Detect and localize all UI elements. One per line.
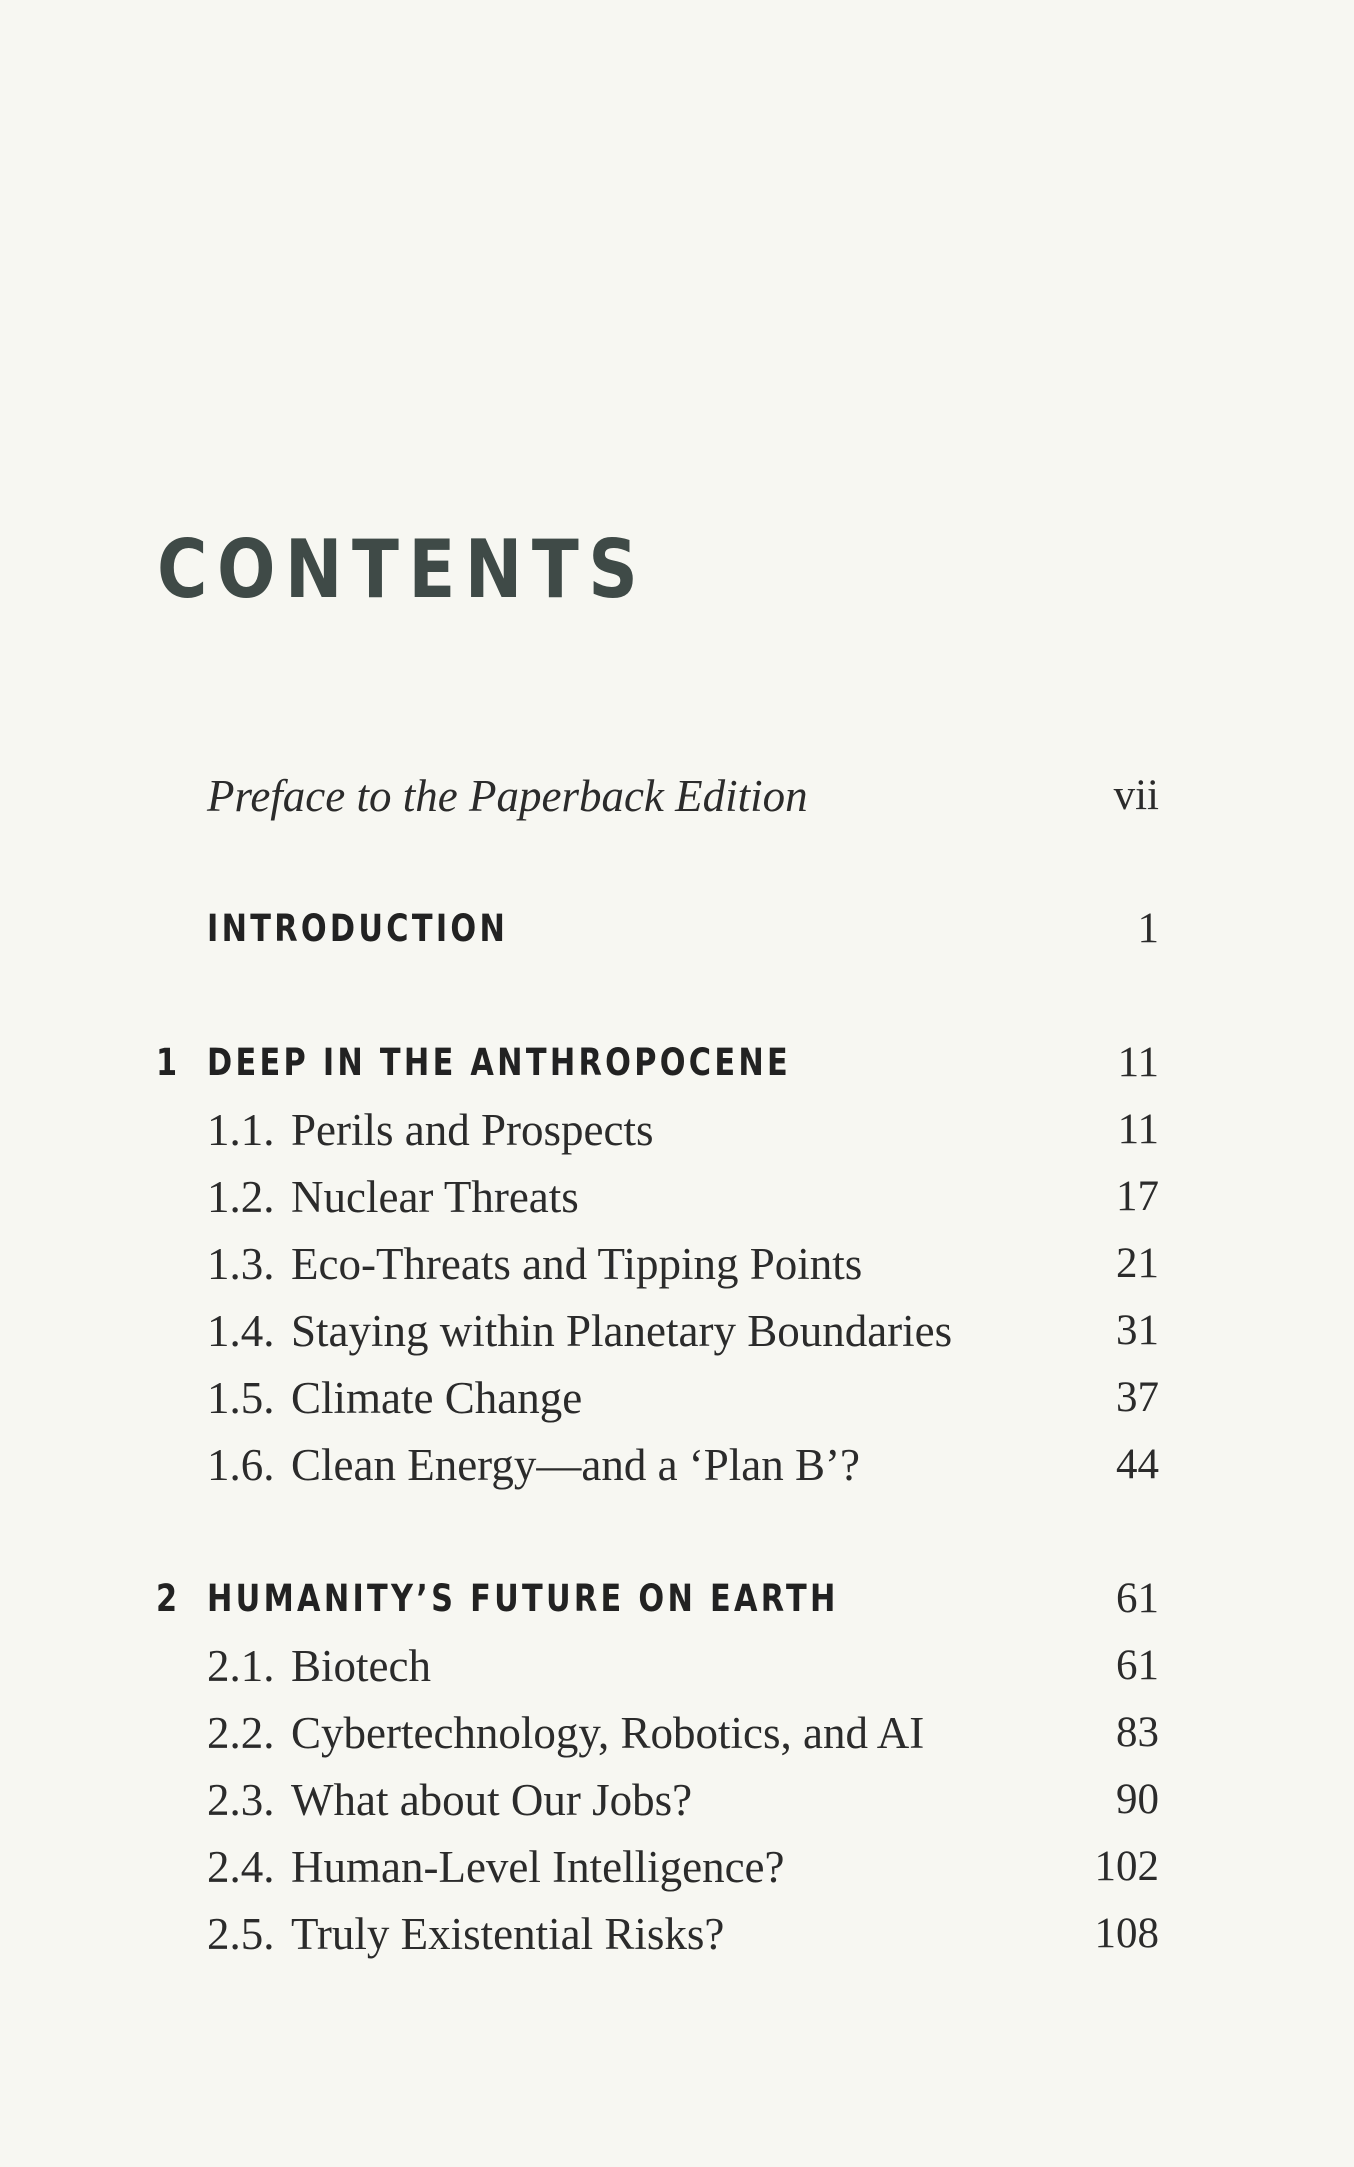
toc-entry-preface[interactable] <box>0 766 1354 826</box>
toc-page-number: 61 <box>1116 1575 1159 1622</box>
chapter-number: 1 <box>156 1041 178 1084</box>
toc-page-number: 1 <box>1137 905 1159 952</box>
section-label <box>207 1100 653 1160</box>
section-number: 1.3. <box>207 1239 275 1289</box>
toc-section[interactable] <box>0 1234 1354 1294</box>
section-label <box>207 1301 952 1361</box>
toc-page-number: 11 <box>1117 1039 1159 1086</box>
section-title: Truly Existential Risks? <box>291 1909 725 1959</box>
toc-page-number: 83 <box>1116 1709 1159 1756</box>
section-label <box>207 1435 860 1495</box>
toc-page-number: 44 <box>1116 1441 1159 1488</box>
section-label <box>207 1837 785 1897</box>
section-number: 1.6. <box>207 1440 275 1490</box>
toc-page-number: 102 <box>1094 1843 1159 1890</box>
toc-section[interactable] <box>0 1770 1354 1830</box>
section-title: Cybertechnology, Robotics, and AI <box>291 1708 925 1758</box>
section-title: Climate Change <box>291 1373 583 1423</box>
section-label <box>207 1904 724 1964</box>
section-label <box>207 1636 431 1696</box>
toc-page-number: 37 <box>1116 1374 1159 1421</box>
section-label <box>207 1703 924 1763</box>
toc-section[interactable] <box>0 1100 1354 1160</box>
toc-section[interactable] <box>0 1904 1354 1964</box>
section-title: Perils and Prospects <box>291 1105 654 1155</box>
toc-section[interactable] <box>0 1837 1354 1897</box>
section-number: 2.2. <box>207 1708 275 1758</box>
toc-entry-label: Preface to the Paperback Edition <box>207 771 808 821</box>
page-title: CONTENTS <box>157 523 648 616</box>
chapter-title: HUMANITY’S FUTURE ON EARTH <box>207 1577 839 1620</box>
section-title: Human-Level Intelligence? <box>291 1842 785 1892</box>
toc-section[interactable] <box>0 1368 1354 1428</box>
section-label <box>207 1770 692 1830</box>
section-label <box>207 1167 579 1227</box>
toc-page-number: 21 <box>1116 1240 1159 1287</box>
toc-page-number: 61 <box>1116 1642 1159 1689</box>
section-number: 1.4. <box>207 1306 275 1356</box>
toc-page-number: 31 <box>1116 1307 1159 1354</box>
toc-page-number: vii <box>1113 772 1159 819</box>
toc-section[interactable] <box>0 1435 1354 1495</box>
section-title: Clean Energy—and a ‘Plan B’? <box>291 1440 861 1490</box>
toc-section[interactable] <box>0 1301 1354 1361</box>
toc-page-number: 90 <box>1116 1776 1159 1823</box>
section-title: Staying within Planetary Boundaries <box>291 1306 953 1356</box>
section-title: Nuclear Threats <box>291 1172 579 1222</box>
section-number: 2.4. <box>207 1842 275 1892</box>
toc-page-number: 17 <box>1116 1173 1159 1220</box>
toc-page-number: 11 <box>1117 1106 1159 1153</box>
toc-section[interactable] <box>0 1167 1354 1227</box>
chapter-number: 2 <box>156 1577 178 1620</box>
section-number: 1.5. <box>207 1373 275 1423</box>
section-number: 2.5. <box>207 1909 275 1959</box>
toc-chapter-2[interactable] <box>0 1569 1354 1629</box>
section-label <box>207 1368 582 1428</box>
toc-chapter-1[interactable] <box>0 1033 1354 1093</box>
section-number: 2.3. <box>207 1775 275 1825</box>
section-title: What about Our Jobs? <box>291 1775 693 1825</box>
toc-section[interactable] <box>0 1703 1354 1763</box>
toc-section[interactable] <box>0 1636 1354 1696</box>
toc-page-number: 108 <box>1094 1910 1159 1957</box>
chapter-title: DEEP IN THE ANTHROPOCENE <box>207 1041 792 1084</box>
section-label <box>207 1234 862 1294</box>
section-number: 2.1. <box>207 1641 275 1691</box>
toc-entry-introduction[interactable] <box>0 899 1354 959</box>
section-number: 1.1. <box>207 1105 275 1155</box>
section-number: 1.2. <box>207 1172 275 1222</box>
section-title: Eco-Threats and Tipping Points <box>291 1239 863 1289</box>
section-title: Biotech <box>291 1641 431 1691</box>
toc-heading-label: INTRODUCTION <box>207 907 509 950</box>
